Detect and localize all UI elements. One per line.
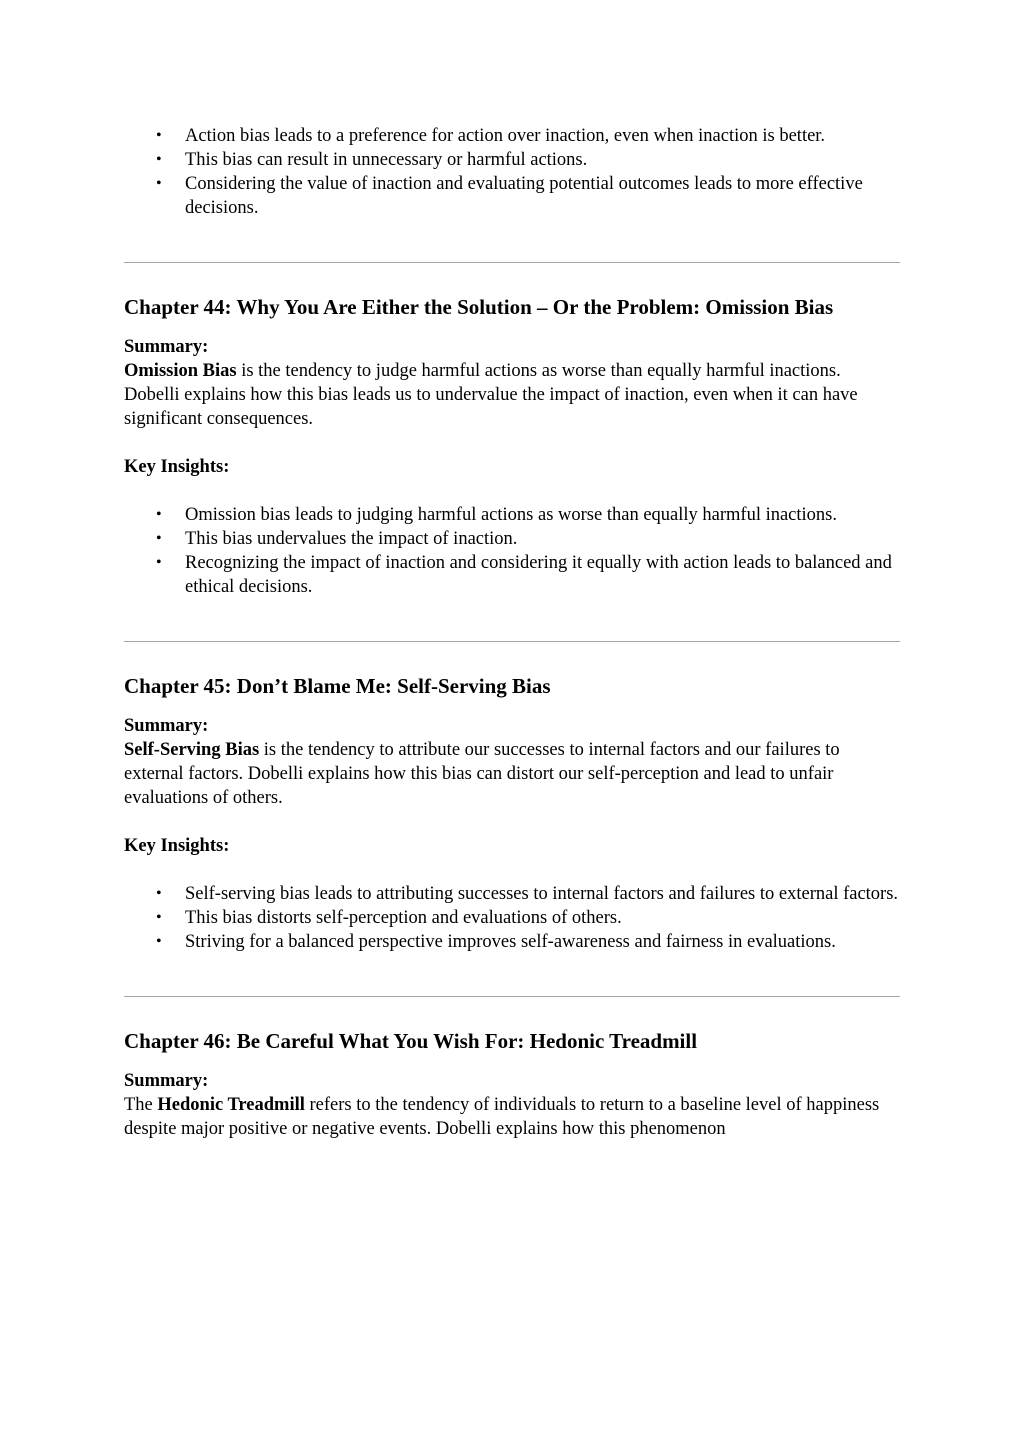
chapter-46-section <box>124 1028 900 1141</box>
summary-label: Summary: <box>124 1071 209 1091</box>
section-divider <box>124 262 900 263</box>
list-item: • Striving for a balanced perspective improves self-awareness and fairness in evaluations. <box>124 930 900 954</box>
document-page <box>124 0 900 1141</box>
summary-term: Hedonic Treadmill <box>157 1095 305 1115</box>
summary-prefix: The <box>124 1095 158 1115</box>
summary-paragraph <box>124 738 900 810</box>
list-item: • This bias undervalues the impact of inaction. <box>124 527 900 551</box>
summary-text: refers to the tendency of individuals to return to a baseline level of happiness despite major positive or negative events. Dobelli explains how this phenomenon <box>124 1095 880 1139</box>
summary-label: Summary: <box>124 716 209 736</box>
list-item: • Self-serving bias leads to attributing successes to internal factors and failures to external factors. <box>124 882 900 906</box>
summary-term: Omission Bias <box>124 361 237 381</box>
summary-text: is the tendency to attribute our successes to internal factors and our failures to external factors. Dobelli explains how this bias can distort our self-perception and lead to unfair evaluations of others. <box>124 740 840 808</box>
list-item: • Action bias leads to a preference for action over inaction, even when inaction is better. <box>124 124 900 148</box>
section-divider <box>124 996 900 997</box>
key-insights-label: Key Insights: <box>124 457 230 477</box>
summary-paragraph <box>124 1093 900 1141</box>
section-divider <box>124 641 900 642</box>
summary-term: Self-Serving Bias <box>124 740 260 760</box>
chapter-title: Chapter 46: Be Careful What You Wish For: Hedonic Treadmill <box>124 1029 698 1053</box>
chapter-44-section <box>124 294 900 599</box>
chapter-title: Chapter 44: Why You Are Either the Solution – Or the Problem: Omission Bias <box>124 295 834 319</box>
chapter-45-section <box>124 673 900 954</box>
summary-text: is the tendency to judge harmful actions as worse than equally harmful inactions. Dobelli explains how this bias leads us to undervalue the impact of inaction, even when it can have significant consequences. <box>124 361 858 429</box>
list-item: • Omission bias leads to judging harmful actions as worse than equally harmful inactions. <box>124 503 900 527</box>
key-insights-list <box>124 503 900 599</box>
summary-label: Summary: <box>124 337 209 357</box>
list-item: • Recognizing the impact of inaction and considering it equally with action leads to balanced and ethical decisions. <box>124 551 900 599</box>
list-item: • Considering the value of inaction and evaluating potential outcomes leads to more effective decisions. <box>124 172 900 220</box>
list-item: • This bias can result in unnecessary or harmful actions. <box>124 148 900 172</box>
key-insights-label: Key Insights: <box>124 836 230 856</box>
list-item: • This bias distorts self-perception and evaluations of others. <box>124 906 900 930</box>
intro-bullet-list <box>124 124 900 220</box>
summary-paragraph <box>124 359 900 431</box>
key-insights-list <box>124 882 900 954</box>
chapter-title: Chapter 45: Don’t Blame Me: Self-Serving Bias <box>124 674 551 698</box>
